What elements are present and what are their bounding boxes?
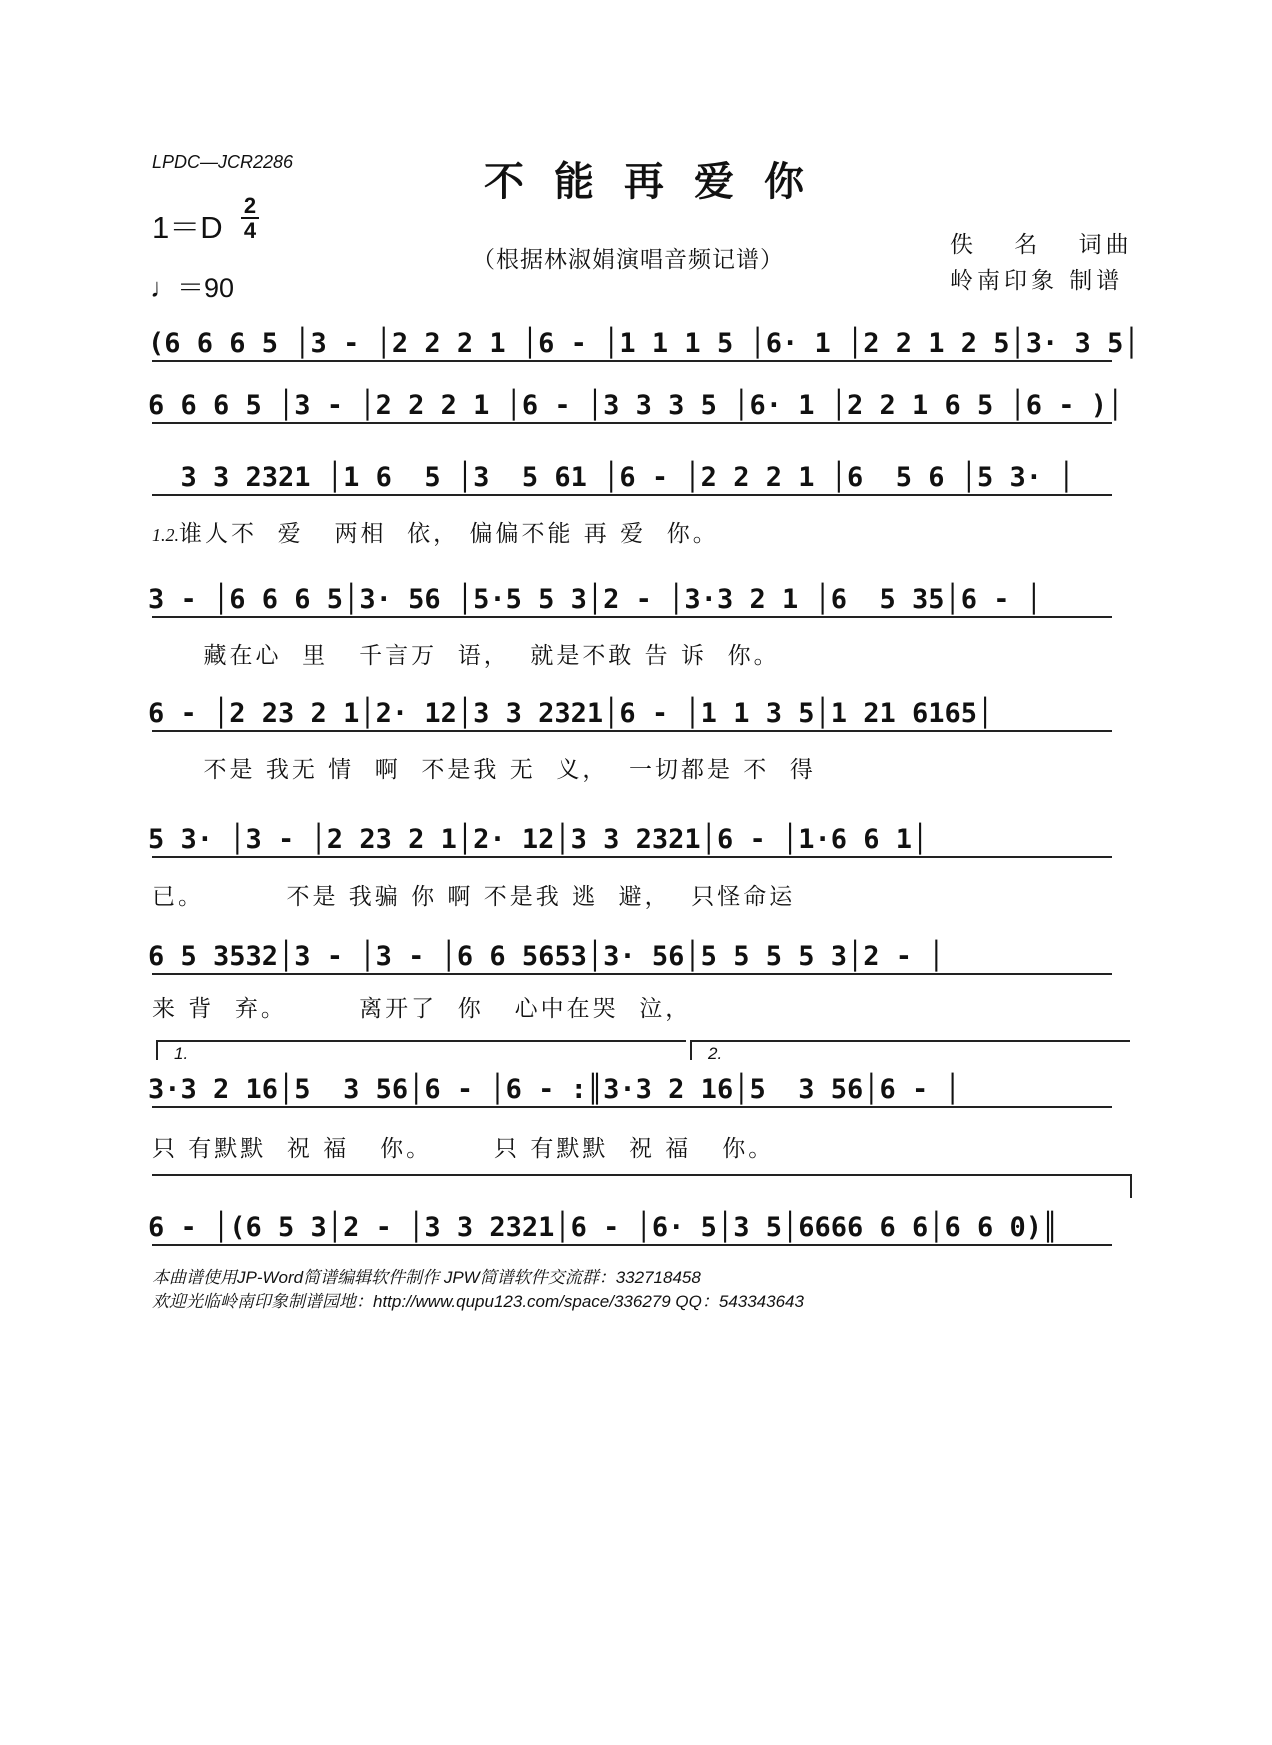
staff-line-7 bbox=[148, 935, 1128, 979]
quarter-note-icon: ♩ bbox=[150, 273, 177, 303]
lyric-line-3 bbox=[152, 515, 719, 548]
beam-underline bbox=[152, 360, 1112, 362]
notation-line-7: 6 5 3532│3 - │3 - │6 6 5653│3· 56│5 5 5 5 3│2 - │ bbox=[148, 941, 945, 972]
song-title: 不能再爱你 bbox=[484, 158, 834, 205]
footer-software-note: 本曲谱使用JP-Word简谱编辑软件制作 JPW简谱软件交流群：332718458 bbox=[152, 1268, 701, 1287]
beam-underline bbox=[152, 973, 1112, 975]
lyric-line-4: 藏在心 里 千言万 语， 就是不敢 告 诉 你。 bbox=[152, 643, 780, 669]
lyric-line-5: 不是 我无 情 啊 不是我 无 义， 一切都是 不 得 bbox=[152, 757, 816, 783]
score-code: LPDC—JCR2286 bbox=[152, 152, 294, 172]
staff-line-6 bbox=[148, 818, 1128, 862]
tempo-value: ＝90 bbox=[177, 273, 235, 303]
second-ending-bracket bbox=[690, 1040, 1130, 1063]
notation-line-9: 6 - │(6 5 3│2 - │3 3 2321│6 - │6· 5│3 5│6666 6 6│6 6 0)║ bbox=[148, 1212, 1059, 1243]
beam-underline bbox=[152, 616, 1112, 618]
first-ending-label: 1. bbox=[174, 1044, 189, 1063]
lyric-line-7: 来 背 弃。 离开了 你 心中在哭 泣， bbox=[152, 996, 692, 1022]
beam-underline bbox=[152, 1106, 1112, 1108]
staff-line-8 bbox=[148, 1068, 1128, 1112]
staff-line-1 bbox=[148, 322, 1140, 366]
notation-line-8: 3·3 2 16│5 3 56│6 - │6 - :║3·3 2 16│5 3 56│6 - │ bbox=[148, 1074, 961, 1105]
beam-underline bbox=[152, 1244, 1112, 1246]
notation-line-3: 3 3 2321 │1 6 5 │3 5 61 │6 - │2 2 2 1 │6 5 6 │5 3· │ bbox=[148, 462, 1075, 493]
tempo-marking bbox=[150, 266, 234, 305]
lyrics-composer-credit: 佚 名 词曲 bbox=[950, 232, 1133, 258]
notation-line-4: 3 - │6 6 6 5│3· 56 │5·5 5 3│2 - │3·3 2 1 │6 5 35│6 - │ bbox=[148, 584, 1043, 615]
subtitle: （根据林淑娟演唱音频记谱） bbox=[472, 247, 784, 273]
staff-line-2 bbox=[148, 384, 1128, 428]
staff-line-4 bbox=[148, 578, 1128, 622]
lyric-text: 谁人不 爱 两相 依， 偏偏不能 再 爱 你。 bbox=[179, 521, 719, 547]
notation-line-6: 5 3· │3 - │2 23 2 1│2· 12│3 3 2321│6 - │1·6 6 1│ bbox=[148, 824, 929, 855]
beam-underline bbox=[152, 494, 1112, 496]
second-ending-label: 2. bbox=[708, 1044, 723, 1063]
verse-number: 1.2. bbox=[152, 525, 179, 545]
notation-line-1: (6 6 6 5 │3 - │2 2 2 1 │6 - │1 1 1 5 │6· 1 │2 2 1 2 5│3· 3 5│ bbox=[148, 328, 1140, 359]
time-signature bbox=[238, 194, 262, 242]
first-ending-bracket bbox=[156, 1040, 686, 1063]
ending-bracket-line bbox=[152, 1174, 1132, 1198]
arranger-credit: 岭南印象 制谱 bbox=[950, 268, 1124, 294]
staff-line-9 bbox=[148, 1206, 1128, 1250]
beam-underline bbox=[152, 730, 1112, 732]
key-signature: 1＝D bbox=[152, 210, 223, 245]
time-top: 2 bbox=[243, 193, 257, 218]
footer-website-note: 欢迎光临岭南印象制谱园地：http://www.qupu123.com/space/336279 QQ：543343643 bbox=[152, 1292, 804, 1311]
notation-line-5: 6 - │2 23 2 1│2· 12│3 3 2321│6 - │1 1 3 5│1 21 6165│ bbox=[148, 698, 994, 729]
notation-line-2: 6 6 6 5 │3 - │2 2 2 1 │6 - │3 3 3 5 │6· 1 │2 2 1 6 5 │6 - )│ bbox=[148, 390, 1124, 421]
beam-underline bbox=[152, 856, 1112, 858]
time-bottom: 4 bbox=[243, 218, 257, 243]
lyric-line-6: 已。 不是 我骗 你 啊 不是我 逃 避， 只怪命运 bbox=[152, 884, 796, 910]
staff-line-5 bbox=[148, 692, 1128, 736]
lyric-line-8: 只 有默默 祝 福 你。 只 有默默 祝 福 你。 bbox=[152, 1136, 775, 1162]
staff-line-3 bbox=[148, 456, 1128, 500]
beam-underline bbox=[152, 422, 1112, 424]
